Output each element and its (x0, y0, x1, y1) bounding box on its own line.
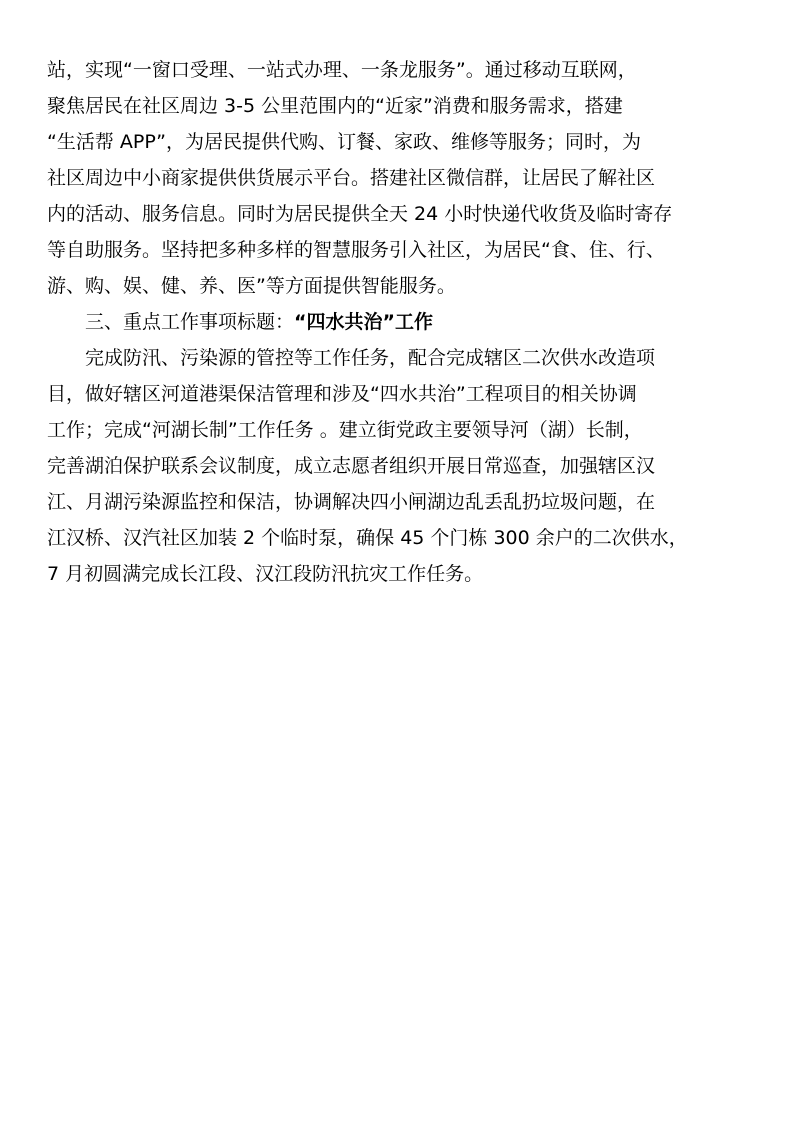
text-line: 内的活动、服务信息。同时为居民提供全天 24 小时快递代收货及临时寄存 (47, 203, 673, 225)
text-line: 站，实现“一窗口受理、一站式办理、一条龙服务”。通过移动互联网， (47, 59, 637, 81)
text-line: 工作；完成“河湖长制”工作任务 。建立街党政主要领导河（湖）长制， (47, 419, 643, 441)
text-line: “生活帮 APP”，为居民提供代购、订餐、家政、维修等服务；同时，为 (47, 131, 641, 153)
text-line: 7 月初圆满完成长江段、汉江段防汛抗灾工作任务。 (47, 563, 484, 585)
text-line: 社区周边中小商家提供供货展示平台。搭建社区微信群，让居民了解社区 (47, 167, 656, 189)
text-line: 目，做好辖区河道港渠保洁管理和涉及“四水共治”工程项目的相关协调 (47, 383, 637, 405)
paragraph-four-waters (47, 340, 763, 592)
section-heading (47, 304, 763, 340)
text-line: 聚焦居民在社区周边 3-5 公里范围内的“近家”消费和服务需求，搭建 (47, 95, 623, 117)
section-heading-title: “四水共治”工作 (294, 311, 433, 333)
text-line: 等自助服务。坚持把多种多样的智慧服务引入社区，为居民“食、住、行、 (47, 239, 665, 261)
text-line: 游、购、娱、健、养、医”等方面提供智能服务。 (47, 275, 456, 297)
text-line: 江、月湖污染源监控和保洁，协调解决四小闸湖边乱丢乱扔垃圾问题，在 (47, 491, 656, 513)
text-line: 江汉桥、汉汽社区加装 2 个临时泵，确保 45 个门栋 300 余户的二次供水， (47, 527, 688, 549)
text-line: 完善湖泊保护联系会议制度，成立志愿者组织开展日常巡查，加强辖区汉 (47, 455, 656, 477)
paragraph-smart-services (47, 52, 763, 304)
document-body (47, 52, 763, 592)
section-heading-prefix: 三、重点工作事项标题： (85, 311, 295, 333)
text-line: 完成防汛、污染源的管控等工作任务，配合完成辖区二次供水改造项 (85, 347, 656, 369)
